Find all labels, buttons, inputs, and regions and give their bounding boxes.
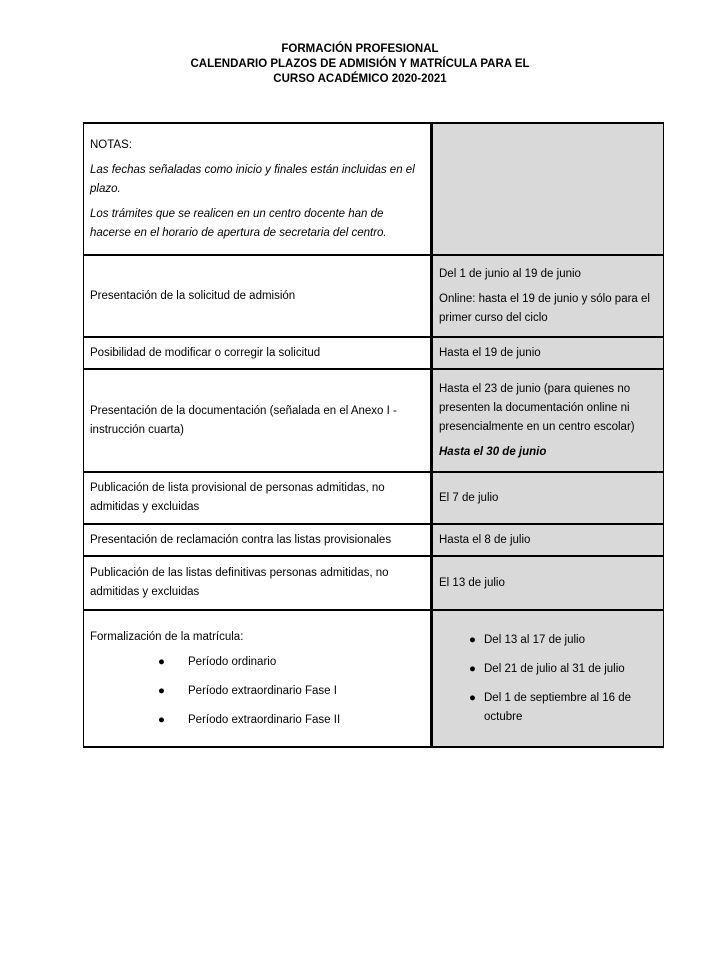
list-item: [158, 682, 424, 701]
period-label: Período extraordinario Fase I: [188, 684, 337, 697]
date-range: Del 13 al 17 de julio: [484, 633, 586, 646]
row-value: [432, 556, 664, 610]
value-line-emphasis: Hasta el 30 de junio: [439, 445, 547, 458]
value-line: Del 1 de junio al 19 de junio: [439, 267, 581, 280]
table-row: [84, 369, 664, 472]
list-item: [469, 689, 657, 727]
matricula-label-cell: [84, 610, 432, 747]
matricula-dates-cell: [432, 610, 664, 747]
table-row: [84, 556, 664, 610]
row-label: Presentación de la solicitud de admisión: [84, 255, 432, 337]
period-list: [90, 653, 424, 730]
note-office-hours: Los trámites que se realicen en un centro docente han de hacerse en el horario de apertura de secretaria del centro.: [90, 207, 387, 239]
table-row: [84, 337, 664, 369]
title-line-3: CURSO ACADÉMICO 2020-2021: [273, 73, 447, 85]
row-label: Publicación de lista provisional de personas admitidas, no admitidas y excluidas: [84, 472, 432, 524]
list-item: [469, 631, 657, 650]
document-title: [0, 42, 720, 87]
row-value: [432, 337, 664, 369]
matricula-row: [84, 610, 664, 747]
row-value: [432, 369, 664, 472]
value-line: Hasta el 23 de junio (para quienes no presenten la documentación online ni presencialmente en un centro escolar): [439, 382, 635, 433]
value-line: El 7 de julio: [439, 491, 499, 504]
date-range: Del 1 de septiembre al 16 de octubre: [484, 691, 632, 723]
period-label: Período extraordinario Fase II: [188, 713, 341, 726]
bullet-icon: ●: [158, 684, 165, 697]
row-value: [432, 472, 664, 524]
notes-row: [84, 123, 664, 255]
row-value: [432, 255, 664, 337]
notes-label: NOTAS:: [90, 138, 132, 151]
row-label: Presentación de la documentación (señalada en el Anexo I - instrucción cuarta): [84, 369, 432, 472]
note-inclusive-dates: Las fechas señaladas como inicio y finales están incluidas en el plazo.: [90, 163, 415, 195]
value-line: Online: hasta el 19 de junio y sólo para el primer curso del ciclo: [439, 292, 650, 324]
title-line-1: FORMACIÓN PROFESIONAL: [281, 43, 439, 55]
bullet-icon: ●: [469, 691, 476, 704]
list-item: [158, 711, 424, 730]
date-list: [439, 631, 657, 727]
bullet-icon: ●: [469, 662, 476, 675]
list-item: [469, 660, 657, 679]
period-label: Período ordinario: [188, 655, 277, 668]
bullet-icon: ●: [158, 713, 165, 726]
title-line-2: CALENDARIO PLAZOS DE ADMISIÓN Y MATRÍCULA PARA EL: [190, 58, 530, 70]
table-row: [84, 472, 664, 524]
row-label: Posibilidad de modificar o corregir la solicitud: [84, 337, 432, 369]
value-line: El 13 de julio: [439, 576, 505, 589]
row-label: Publicación de las listas definitivas personas admitidas, no admitidas y excluidas: [84, 556, 432, 610]
row-value: [432, 524, 664, 556]
bullet-icon: ●: [158, 655, 165, 668]
value-line: Hasta el 19 de junio: [439, 346, 541, 359]
row-label: Presentación de reclamación contra las listas provisionales: [84, 524, 432, 556]
list-item: [158, 653, 424, 672]
calendar-table: [83, 122, 664, 748]
bullet-icon: ●: [469, 633, 476, 646]
notes-cell: [84, 123, 432, 255]
table-row: [84, 524, 664, 556]
matricula-label: Formalización de la matrícula:: [90, 630, 244, 643]
notes-empty-cell: [432, 123, 664, 255]
date-range: Del 21 de julio al 31 de julio: [484, 662, 625, 675]
value-line: Hasta el 8 de julio: [439, 533, 531, 546]
table-row: [84, 255, 664, 337]
